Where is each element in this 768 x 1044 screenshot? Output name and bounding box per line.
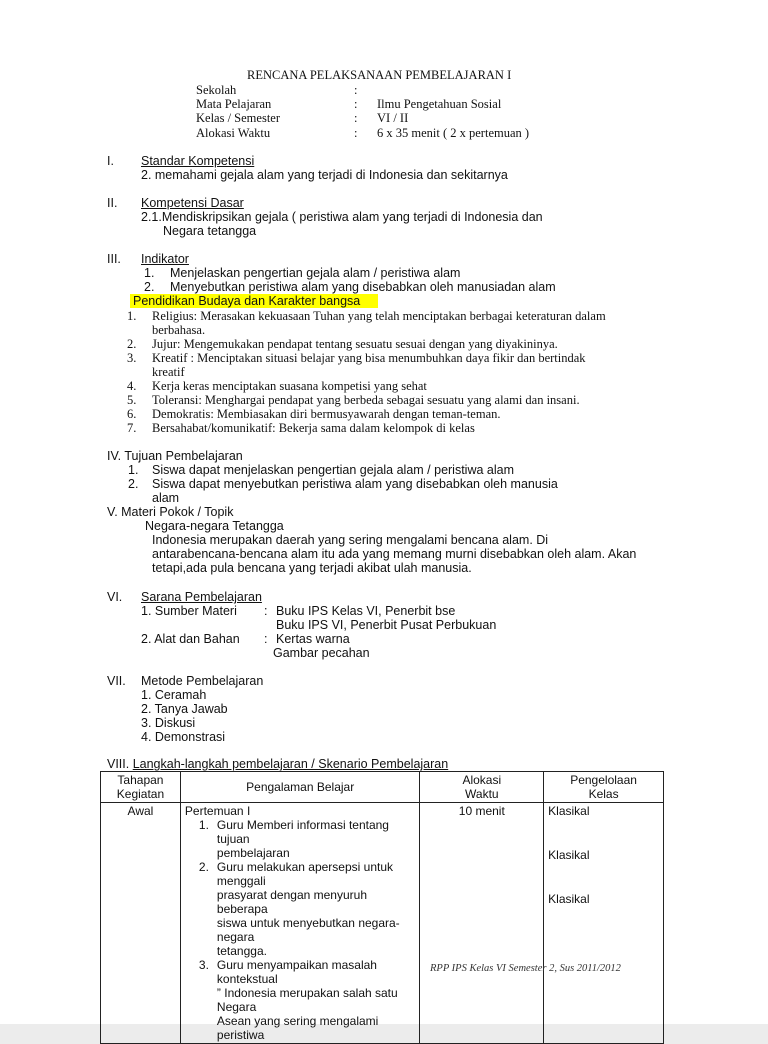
karakter-item: Kerja keras menciptakan suasana kompetisi yang sehat xyxy=(152,379,427,393)
tujuan-item: Siswa dapat menjelaskan pengertian gejala alam / peristiwa alam xyxy=(152,463,515,477)
list-item: 1. Guru Memberi informasi tentang tujuan pembelajaran xyxy=(198,818,389,860)
karakter-item: Demokratis: Membiasakan diri bermusyawarah dengan teman-teman. xyxy=(152,407,501,421)
section-number: I. xyxy=(107,154,114,168)
waktu-cell: 10 menit xyxy=(420,803,544,1044)
kompetensi-text: Negara tetangga xyxy=(163,224,257,238)
highlighted-heading xyxy=(130,294,378,308)
table-row xyxy=(101,803,664,1044)
langkah-title: Langkah-langkah pembelajaran / Skenario Pembelajaran xyxy=(132,757,449,771)
materi-paragraph-line: tetapi,ada pula bencana yang terjadi akibat ulah manusia. xyxy=(152,561,472,575)
sarana-label: 1. Sumber Materi xyxy=(141,604,237,618)
pengalaman-cell xyxy=(180,803,420,1044)
karakter-item-cont: berbahasa. xyxy=(152,323,206,337)
list-number: 7. xyxy=(127,421,137,435)
metode-item: 1. Ceramah xyxy=(141,688,207,702)
list-number: 1. xyxy=(128,463,139,477)
section-number: VII. xyxy=(107,674,126,688)
highlight-text: Pendidikan Budaya dan Karakter bangsa xyxy=(130,294,378,308)
skenario-table xyxy=(100,771,664,1044)
table-header-cell: Alokasi Waktu xyxy=(420,772,544,803)
kompetensi-text: 2.1.Mendiskripsikan gejala ( peristiwa alam yang terjadi di Indonesia dan xyxy=(141,210,543,224)
list-number: 2. xyxy=(128,477,139,491)
karakter-item: Toleransi: Menghargai pendapat yang berbeda sebagai sesuatu yang alami dan insani. xyxy=(152,393,580,407)
list-number: 2. xyxy=(144,280,155,294)
kelas-value: Klasikal xyxy=(548,848,590,862)
identity-label: Kelas / Semester xyxy=(196,111,281,125)
identity-value: Ilmu Pengetahuan Sosial xyxy=(377,97,502,111)
tujuan-item: Siswa dapat menyebutkan peristiwa alam yang disebabkan oleh manusia xyxy=(152,477,558,491)
pertemuan-label: Pertemuan I xyxy=(184,804,251,818)
sarana-value: Buku IPS Kelas VI, Penerbit bse xyxy=(276,604,456,618)
section-heading-materi: V. Materi Pokok / Topik xyxy=(107,505,234,519)
karakter-item: Religius: Merasakan kekuasaan Tuhan yang telah menciptakan berbagai keteraturan dalam xyxy=(152,309,606,323)
section-heading-sarana: Sarana Pembelajaran xyxy=(141,590,262,604)
list-item: 3. Guru menyampaikan masalah kontekstual ” Indonesia merupakan salah satu Negara Asean yang sering mengalami peristiwa xyxy=(198,958,398,1042)
section-number: II. xyxy=(107,196,118,210)
materi-paragraph-line: antarabencana-bencana alam itu ada yang memang murni disebabkan oleh alam. Akan xyxy=(152,547,637,561)
section-heading-indikator: Indikator xyxy=(141,252,189,266)
kelas-cell xyxy=(544,803,664,1044)
list-number: 1. xyxy=(144,266,155,280)
standar-text: 2. memahami gejala alam yang terjadi di Indonesia dan sekitarnya xyxy=(141,168,508,182)
identity-sep: : xyxy=(354,126,358,140)
list-number: 2. xyxy=(127,337,137,351)
karakter-item: Kreatif : Menciptakan situasi belajar yang bisa menumbuhkan daya fikir dan bertindak xyxy=(152,351,586,365)
identity-sep: : xyxy=(354,111,358,125)
identity-label: Mata Pelajaran xyxy=(196,97,272,111)
materi-paragraph-line: Indonesia merupakan daerah yang sering mengalami bencana alam. Di xyxy=(152,533,549,547)
document-title: RENCANA PELAKSANAAN PEMBELAJARAN I xyxy=(247,68,512,82)
sarana-value: Buku IPS VI, Penerbit Pusat Perbukuan xyxy=(276,618,497,632)
identity-sep: : xyxy=(354,83,358,97)
tahap-cell: Awal xyxy=(101,803,181,1044)
identity-label: Sekolah xyxy=(196,83,237,97)
metode-item: 4. Demonstrasi xyxy=(141,730,226,744)
list-number: 4. xyxy=(127,379,137,393)
metode-item: 3. Diskusi xyxy=(141,716,196,730)
sarana-value: Gambar pecahan xyxy=(273,646,370,660)
table-header-cell: Pengalaman Belajar xyxy=(180,772,420,803)
list-number: 5. xyxy=(127,393,137,407)
karakter-item: Jujur: Mengemukakan pendapat tentang sesuatu sesuai dengan yang diyakininya. xyxy=(152,337,558,351)
page-footer: RPP IPS Kelas VI Semester 2, Sus 2011/2012 xyxy=(430,963,621,974)
indikator-item: Menjelaskan pengertian gejala alam / peristiwa alam xyxy=(170,266,461,280)
sarana-value: Kertas warna xyxy=(276,632,350,646)
identity-value: 6 x 35 menit ( 2 x pertemuan ) xyxy=(377,126,530,140)
karakter-item: Bersahabat/komunikatif: Bekerja sama dalam kelompok di kelas xyxy=(152,421,475,435)
kelas-value: Klasikal xyxy=(548,892,590,906)
sarana-sep: : xyxy=(264,632,268,646)
steps-list xyxy=(185,818,416,1042)
tujuan-item-cont: alam xyxy=(152,491,180,505)
section-number: VIII. xyxy=(107,757,133,771)
identity-value: VI / II xyxy=(377,111,409,125)
list-item: 2. Guru melakukan apersepsi untuk menggali prasyarat dengan menyuruh beberapa siswa untuk menyebutkan negara-negara tetangga. xyxy=(198,860,400,958)
table-header-row xyxy=(101,772,664,803)
section-heading-tujuan: IV. Tujuan Pembelajaran xyxy=(107,449,243,463)
table-header-cell: Tahapan Kegiatan xyxy=(101,772,181,803)
sarana-sep: : xyxy=(264,604,268,618)
metode-item: 2. Tanya Jawab xyxy=(141,702,228,716)
karakter-item-cont: kreatif xyxy=(152,365,185,379)
section-heading-kompetensi: Kompetensi Dasar xyxy=(141,196,244,210)
identity-label: Alokasi Waktu xyxy=(196,126,271,140)
materi-topic: Negara-negara Tetangga xyxy=(145,519,284,533)
sarana-label: 2. Alat dan Bahan xyxy=(141,632,240,646)
list-number: 1. xyxy=(127,309,137,323)
kelas-value: Klasikal xyxy=(548,804,590,818)
section-heading-metode: Metode Pembelajaran xyxy=(141,674,264,688)
list-number: 6. xyxy=(127,407,137,421)
list-number: 3. xyxy=(127,351,137,365)
indikator-item: Menyebutkan peristiwa alam yang disebabkan oleh manusiadan alam xyxy=(170,280,556,294)
identity-sep: : xyxy=(354,97,358,111)
table-header-cell: Pengelolaan Kelas xyxy=(544,772,664,803)
section-heading-langkah xyxy=(107,757,448,771)
section-number: VI. xyxy=(107,590,123,604)
section-heading-standar: Standar Kompetensi xyxy=(141,154,255,168)
section-number: III. xyxy=(107,252,121,266)
